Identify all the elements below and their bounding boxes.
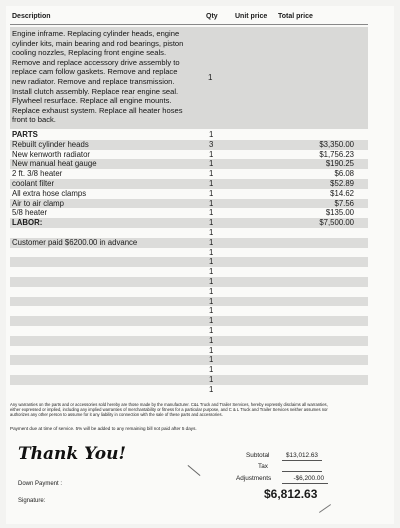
row-qty: 1 <box>209 208 214 218</box>
row-description: 2 ft. 3/8 heater <box>12 169 63 179</box>
table-row <box>10 287 368 297</box>
row-qty: 1 <box>209 296 214 306</box>
row-qty: 1 <box>209 374 214 384</box>
adjustments-value: -$6,200.00 <box>293 475 324 482</box>
row-qty: 1 <box>209 227 214 237</box>
row-total: $135.00 <box>325 208 354 218</box>
table-row <box>10 179 368 189</box>
table-row <box>10 346 368 356</box>
row-qty: 1 <box>209 267 214 277</box>
table-row <box>10 277 368 287</box>
table-row <box>10 248 368 258</box>
subtotal-label: Subtotal <box>246 452 270 459</box>
header-divider <box>10 24 368 25</box>
row-qty: 1 <box>209 335 214 345</box>
table-row <box>10 316 368 326</box>
table-row <box>10 375 368 385</box>
row-qty: 1 <box>209 384 214 394</box>
row-description: LABOR: <box>12 218 43 228</box>
subtotal-underline <box>282 460 322 461</box>
table-row <box>10 169 368 179</box>
tax-label: Tax <box>258 463 268 470</box>
table-header <box>10 10 368 24</box>
table-row <box>10 297 368 307</box>
row-total: $7,500.00 <box>319 218 354 228</box>
table-row <box>10 208 368 218</box>
table-row <box>10 306 368 316</box>
job-description: Engine inframe. Replacing cylinder heads, engine cylinder kits, main bearing and rod bearings, piston cooling nozzles, Replacing front engine seals. Remove and replace accessory drive assembly to replace cam follow gaskets. Remove and replace new radiator. Remove and replace transmission. Install clutch assembly. Replace rear engine seal. Flywheel resurface. Replace all engine mounts. Replace exhaust system. Replace all heater hoses front to back. <box>12 29 184 125</box>
table-row <box>10 189 368 199</box>
row-total: $52.89 <box>330 178 354 188</box>
row-qty: 1 <box>209 247 214 257</box>
table-row <box>10 336 368 346</box>
table-row <box>10 199 368 209</box>
row-description: PARTS <box>12 130 38 139</box>
table-row <box>10 150 368 160</box>
row-qty: 1 <box>209 149 214 159</box>
header-unit-price: Unit price <box>235 13 268 20</box>
subtotal-value: $13,012.63 <box>286 452 318 459</box>
header-description: Description <box>12 13 51 20</box>
table-row <box>10 385 368 395</box>
row-description: Rebuilt cylinder heads <box>12 139 89 149</box>
row-total: $3,350.00 <box>319 139 354 149</box>
row-qty: 1 <box>209 316 214 326</box>
down-payment-label: Down Payment : <box>18 481 63 487</box>
signature-label: Signature: <box>18 498 46 504</box>
row-qty: 1 <box>209 286 214 296</box>
row-qty: 1 <box>209 276 214 286</box>
header-qty: Qty <box>206 13 218 20</box>
row-description: New manual heat gauge <box>12 159 97 169</box>
row-qty: 1 <box>209 198 214 208</box>
row-qty: 1 <box>209 257 214 267</box>
row-qty: 1 <box>209 355 214 365</box>
grand-total: $6,812.63 <box>264 487 318 501</box>
row-qty: 1 <box>209 306 214 316</box>
job-qty: 1 <box>208 73 213 82</box>
table-row <box>10 130 368 140</box>
row-description: Customer paid $6200.00 in advance <box>12 237 138 247</box>
thank-you-note: Thank You! <box>18 444 126 464</box>
table-row <box>10 228 368 238</box>
table-row <box>10 326 368 336</box>
job-description-row <box>10 27 368 129</box>
row-description: All extra hose clamps <box>12 188 87 198</box>
adjustments-label: Adjustments <box>236 475 272 482</box>
table-row <box>10 218 368 228</box>
row-total: $7.56 <box>334 198 354 208</box>
row-qty: 1 <box>209 365 214 375</box>
table-row <box>10 267 368 277</box>
tax-underline <box>282 471 322 472</box>
table-row <box>10 140 368 150</box>
line-items <box>10 130 368 395</box>
row-description: 5/8 heater <box>12 208 48 218</box>
table-row <box>10 159 368 169</box>
table-row <box>10 355 368 365</box>
row-description: New kenworth radiator <box>12 149 91 159</box>
row-qty: 1 <box>209 178 214 188</box>
row-qty: 3 <box>209 139 214 149</box>
row-qty: 1 <box>209 159 214 169</box>
table-row <box>10 365 368 375</box>
table-row <box>10 238 368 248</box>
payment-terms: Payment due at time of service. 5% will be added to any remaining bill not paid after 5 days. <box>10 426 197 431</box>
table-row <box>10 257 368 267</box>
row-total: $1,756.23 <box>319 149 354 159</box>
row-qty: 1 <box>209 345 214 355</box>
row-qty: 1 <box>209 169 214 179</box>
header-total-price: Total price <box>278 13 313 20</box>
row-qty: 1 <box>209 188 214 198</box>
warranty-disclaimer: Any warranties on the parts and or accessories sold hereby are those made by the manufacturer. C&L Truck and Trailer Services, hereby expressly disclaims all warranties, either expressed or implied, including any implied warranties of merchantability or fitness for a particular purpose, and C & L Truck and Trailer Services neither assumes nor authorizes any other person to assume for it any liability in connection with the sale of these parts and accessories. <box>10 402 328 417</box>
row-total: $6.08 <box>334 169 354 179</box>
adjustments-underline <box>282 483 328 484</box>
row-qty: 1 <box>209 325 214 335</box>
row-qty: 1 <box>209 218 214 228</box>
row-qty: 1 <box>209 237 214 247</box>
row-total: $190.25 <box>325 159 354 169</box>
row-description: Air to air clamp <box>12 198 64 208</box>
row-qty: 1 <box>209 130 214 139</box>
row-total: $14.62 <box>330 188 354 198</box>
row-description: coolant filter <box>12 178 55 188</box>
